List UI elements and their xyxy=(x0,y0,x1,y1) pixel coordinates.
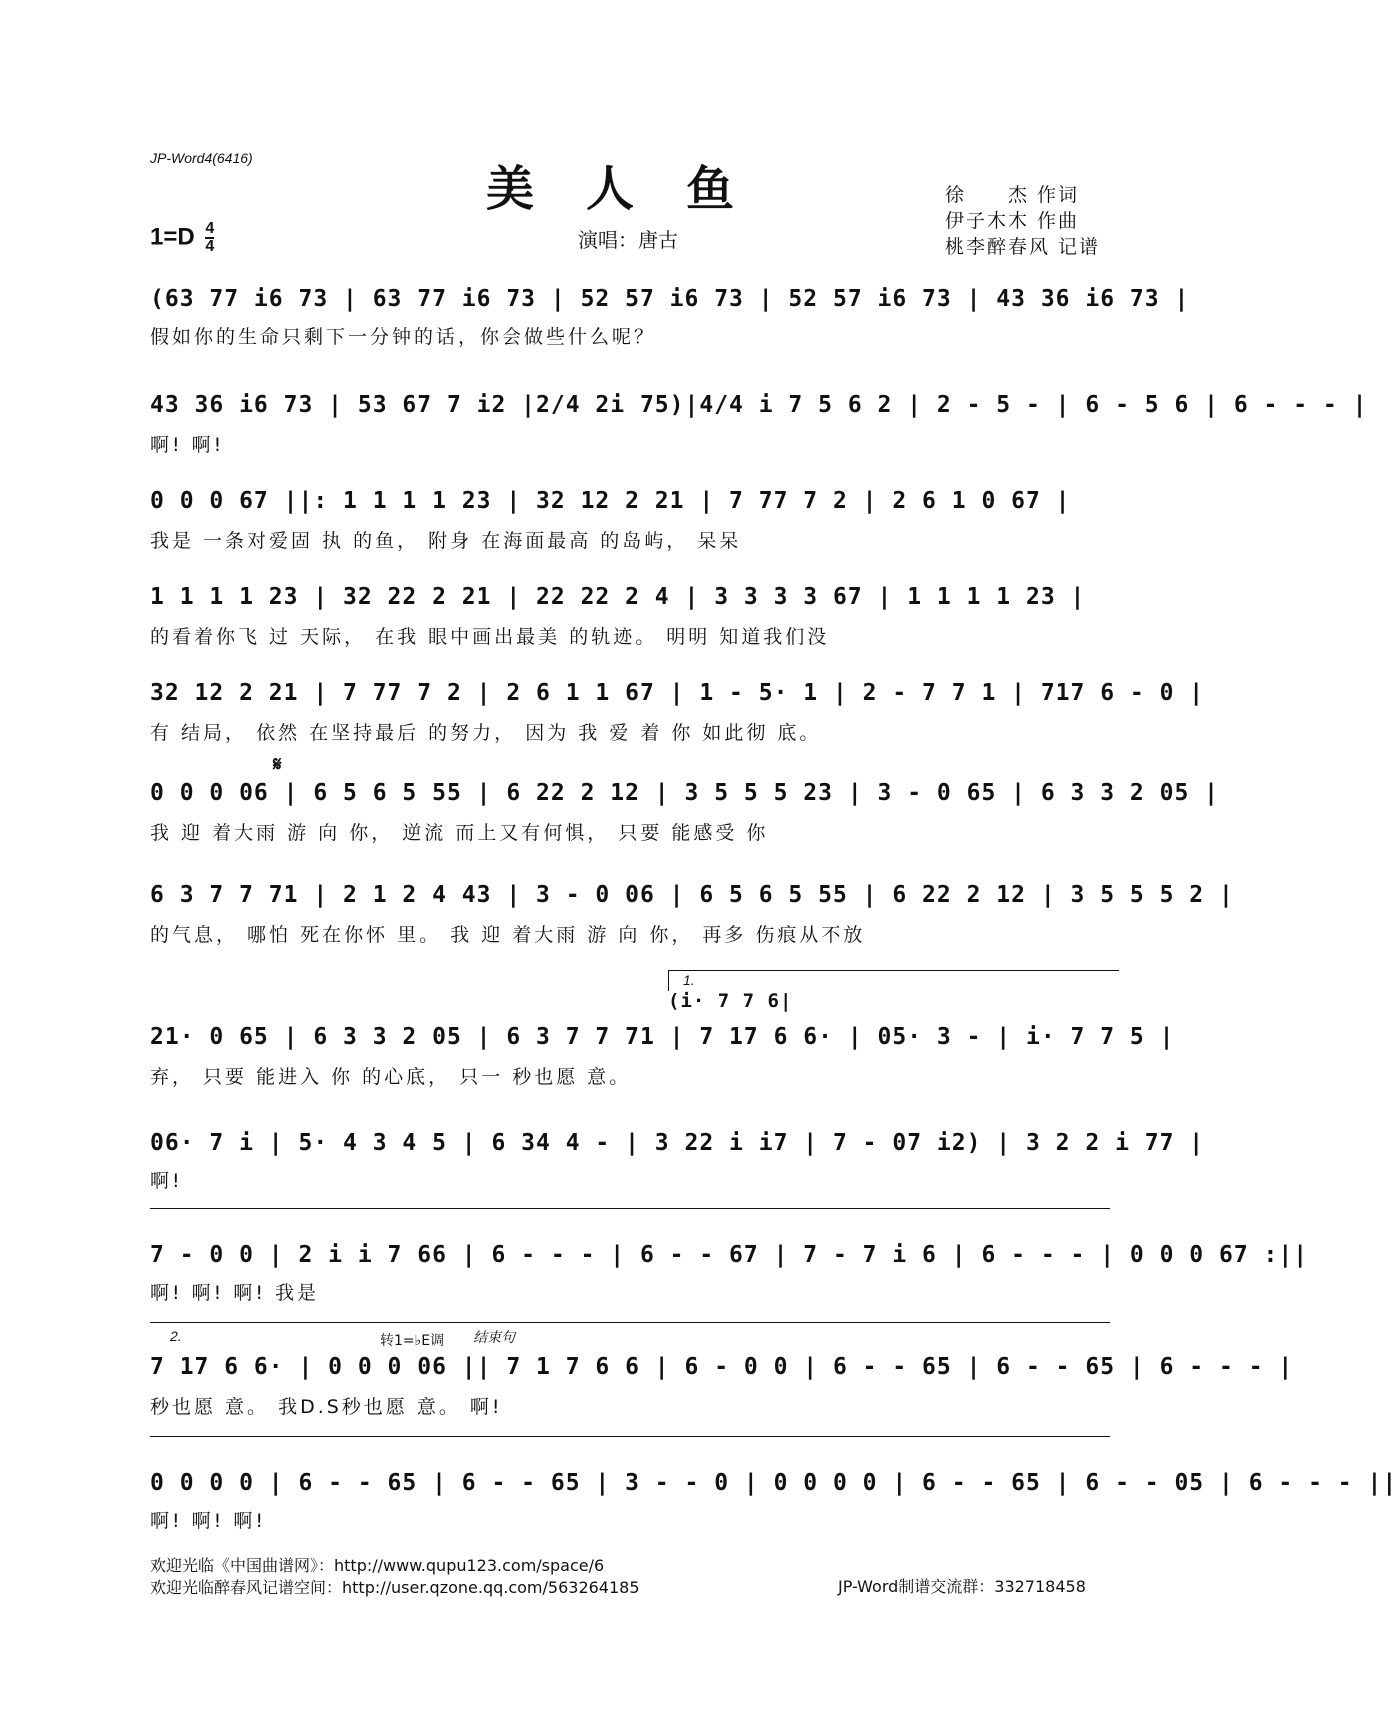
score-line-5: 32 12 2 21 | 7 77 7 2 | 2 6 1 1 67 | 1 - 5· 1 | 2 - 7 7 1 | 717 6 - 0 | xyxy=(150,680,1205,706)
score-line-12: 0 0 0 0 | 6 - - 65 | 6 - - 65 | 3 - - 0 | 0 0 0 0 | 6 - - 65 | 6 - - 05 | 6 - - - || xyxy=(150,1470,1397,1496)
lyricist-credit: 徐 杰 作词 xyxy=(945,184,1080,206)
lyric-line-12: 啊! 啊! 啊! xyxy=(150,1510,266,1532)
volta-1-bracket xyxy=(668,970,1119,991)
time-signature-bottom: 4 xyxy=(205,238,215,255)
volta-1-label: 1. xyxy=(683,972,695,988)
song-title: 美人鱼 xyxy=(485,161,786,217)
lyric-line-10: 啊! 啊! 啊! 我是 xyxy=(150,1282,319,1304)
volta-2-bracket xyxy=(150,1322,1110,1323)
score-line-8: 21· 0 65 | 6 3 3 2 05 | 6 3 7 7 71 | 7 17 6 6· | 05· 3 - | i· 7 7 5 | xyxy=(150,1024,1175,1050)
score-line-11: 7 17 6 6· | 0 0 0 06 || 7 1 7 6 6 | 6 - 0 0 | 6 - - 65 | 6 - - 65 | 6 - - - | xyxy=(150,1354,1294,1380)
lyric-line-8: 弃， 只要 能进入 你 的心底， 只一 秒也愿 意。 xyxy=(150,1066,632,1088)
score-line-7: 6 3 7 7 71 | 2 1 2 4 43 | 3 - 0 06 | 6 5 6 5 55 | 6 22 2 12 | 3 5 5 5 2 | xyxy=(150,882,1234,908)
score-line-10: 7 - 0 0 | 2 i i 7 66 | 6 - - - | 6 - - 67 | 7 - 7 i 6 | 6 - - - | 0 0 0 67 :|| xyxy=(150,1242,1309,1268)
volta-1-alt-notes: (i· 7 7 6| xyxy=(668,990,793,1012)
lyric-line-7: 的气息， 哪怕 死在你怀 里。 我 迎 着大雨 游 向 你， 再多 伤痕从不放 xyxy=(150,924,866,946)
composer-credit: 伊子木木 作曲 xyxy=(945,210,1080,232)
transcriber-credit: 桃李醉春风 记谱 xyxy=(945,236,1101,258)
score-line-6: 0 0 0 06 | 6 5 6 5 55 | 6 22 2 12 | 3 5 5 5 23 | 3 - 0 65 | 6 3 3 2 05 | xyxy=(150,780,1219,806)
footer-links xyxy=(150,1555,640,1599)
lyric-line-3: 我是 一条对爱固 执 的鱼， 附身 在海面最高 的岛屿， 呆呆 xyxy=(150,530,742,552)
footer-link-qzone[interactable]: 欢迎光临醉春风记谱空间：http://user.qzone.qq.com/563264185 xyxy=(150,1578,640,1597)
score-line-1: (63 77 i6 73 | 63 77 i6 73 | 52 57 i6 73 | 52 57 i6 73 | 43 36 i6 73 | xyxy=(150,286,1190,312)
time-signature xyxy=(205,222,214,254)
footer-link-qupu[interactable]: 欢迎光临《中国曲谱网》：http://www.qupu123.com/space/6 xyxy=(150,1556,605,1575)
lyric-line-2: 啊! 啊! xyxy=(150,434,225,456)
score-line-9: 06· 7 i | 5· 4 3 4 5 | 6 34 4 - | 3 22 i i7 | 7 - 07 i2) | 3 2 2 i 77 | xyxy=(150,1130,1205,1156)
score-line-3: 0 0 0 67 ||: 1 1 1 1 23 | 32 12 2 21 | 7 77 7 2 | 2 6 1 0 67 | xyxy=(150,488,1071,514)
divider-2 xyxy=(150,1436,1110,1437)
lyric-line-5: 有 结局， 依然 在坚持最后 的努力， 因为 我 爱 着 你 如此彻 底。 xyxy=(150,722,822,744)
lyric-line-9: 啊! xyxy=(150,1170,183,1192)
lyric-line-6: 我 迎 着大雨 游 向 你， 逆流 而上又有何惧， 只要 能感受 你 xyxy=(150,822,769,844)
lyric-line-1: 假如你的生命只剩下一分钟的话，你会做些什么呢？ xyxy=(150,326,657,348)
credits xyxy=(945,182,1100,260)
time-signature-top: 4 xyxy=(205,220,215,237)
key-label: 1=D xyxy=(150,223,195,251)
footer-group: JP-Word制谱交流群：332718458 xyxy=(838,1577,1086,1596)
key-signature xyxy=(150,222,214,254)
volta-2-label: 2. xyxy=(170,1328,182,1344)
score-line-4: 1 1 1 1 23 | 32 22 2 21 | 22 22 2 4 | 3 3 3 3 67 | 1 1 1 1 23 | xyxy=(150,584,1086,610)
ending-mark: 结束句 xyxy=(473,1329,515,1345)
divider-1 xyxy=(150,1208,1110,1209)
singer: 演唱：唐古 xyxy=(578,228,678,252)
score-line-2: 43 36 i6 73 | 53 67 7 i2 |2/4 2i 75)|4/4 i 7 5 6 2 | 2 - 5 - | 6 - 5 6 | 6 - - - | xyxy=(150,392,1368,418)
lyric-line-4: 的看着你飞 过 天际， 在我 眼中画出最美 的轨迹。 明明 知道我们没 xyxy=(150,626,830,648)
segno-mark: 𝄋 xyxy=(273,752,282,776)
lyric-line-11: 秒也愿 意。 我D.S秒也愿 意。 啊! xyxy=(150,1396,503,1418)
modulation-mark: 转1=♭E调 xyxy=(380,1333,445,1349)
software-label: JP-Word4(6416) xyxy=(150,150,253,166)
